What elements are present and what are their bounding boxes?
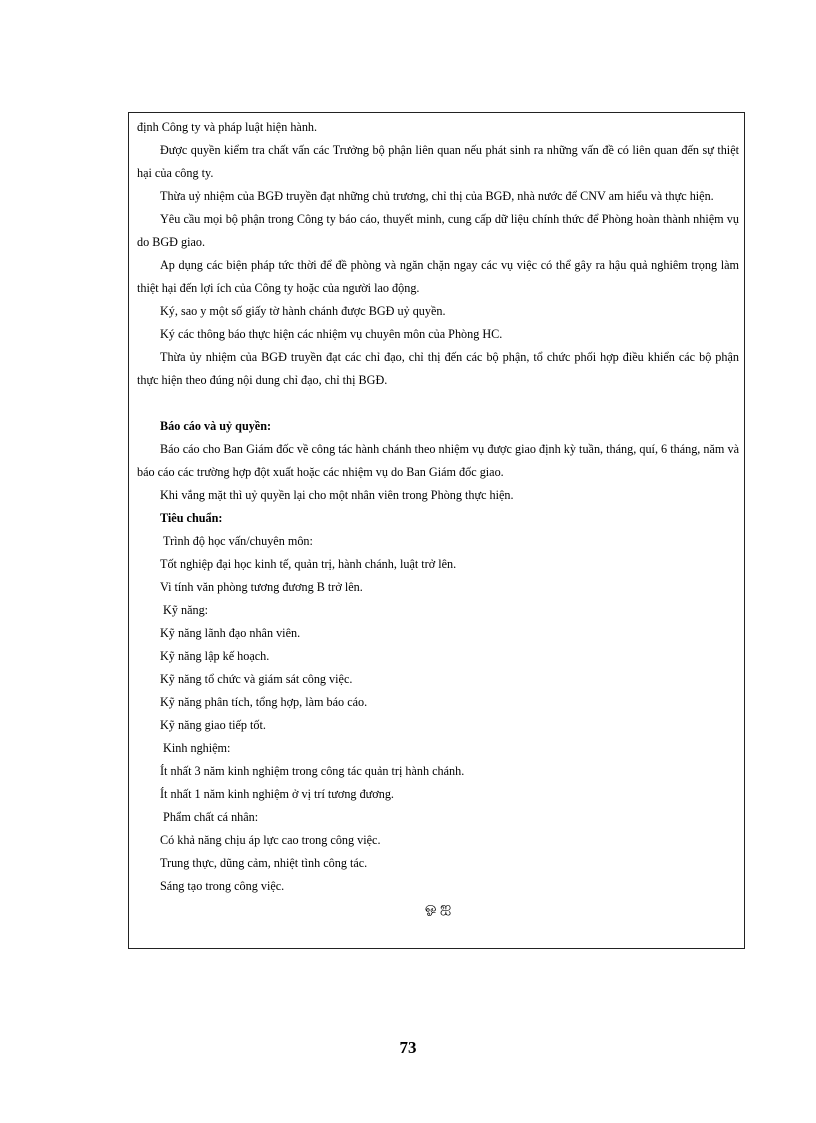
paragraph: Thừa ủy nhiệm của BGĐ truyền đạt các chỉ đạo, chỉ thị đến các bộ phận, tổ chức phối hợp điều khiển các bộ phận thực hiện theo đúng nội dung chỉ đạo, chỉ thị BGĐ.	[137, 350, 739, 387]
paragraph: Yêu cầu mọi bộ phận trong Công ty báo cáo, thuyết minh, cung cấp dữ liệu chính thức để Phòng hoàn thành nhiệm vụ do BGĐ giao.	[137, 212, 739, 249]
education-label: Trình độ học vấn/chuyên môn:	[163, 534, 313, 548]
paragraph: Ký các thông báo thực hiện các nhiệm vụ chuyên môn của Phòng HC.	[160, 327, 503, 341]
page-number: 73	[399, 1038, 417, 1057]
list-item: Kỹ năng phân tích, tổng hợp, làm báo cáo.	[160, 695, 368, 709]
ornament-divider: ஓ ஐ	[424, 901, 452, 916]
content-frame	[128, 112, 745, 949]
list-item: Tốt nghiệp đại học kinh tế, quản trị, hành chánh, luật trở lên.	[160, 557, 457, 571]
skills-label: Kỹ năng:	[163, 603, 209, 617]
list-item: Kỹ năng giao tiếp tốt.	[160, 718, 266, 732]
paragraph: Báo cáo cho Ban Giám đốc về công tác hành chánh theo nhiệm vụ được giao định kỳ tuần, tháng, quí, 6 tháng, năm và báo cáo các trường hợp đột xuất hoặc các nhiệm vụ do Ban Giám đốc giao.	[137, 442, 739, 479]
list-item: Kỹ năng lãnh đạo nhân viên.	[160, 626, 301, 640]
document-body	[137, 116, 739, 919]
paragraph: Được quyền kiểm tra chất vấn các Trưởng bộ phận liên quan nếu phát sinh ra những vấn đề có liên quan đến sự thiệt hại của công ty.	[137, 143, 739, 180]
list-item: Sáng tạo trong công việc.	[160, 879, 285, 893]
spacer	[137, 392, 739, 415]
report-heading: Báo cáo và uỷ quyền:	[160, 419, 272, 433]
list-item: Vi tính văn phòng tương đương B trở lên.	[160, 580, 363, 594]
paragraph: Thừa uỷ nhiệm của BGĐ truyền đạt những chủ trương, chỉ thị của BGĐ, nhà nước để CNV am hiểu và thực hiện.	[160, 189, 714, 203]
paragraph: Khi vắng mặt thì uỷ quyền lại cho một nhân viên trong Phòng thực hiện.	[160, 488, 514, 502]
list-item: Trung thực, dũng cảm, nhiệt tình công tác.	[160, 856, 368, 870]
paragraph: Ký, sao y một số giấy tờ hành chánh được BGĐ uỷ quyền.	[160, 304, 446, 318]
list-item: Kỹ năng lập kế hoạch.	[160, 649, 270, 663]
standards-heading: Tiêu chuẩn:	[160, 511, 223, 525]
list-item: Có khả năng chịu áp lực cao trong công việc.	[160, 833, 381, 847]
list-item: Kỹ năng tổ chức và giám sát công việc.	[160, 672, 353, 686]
paragraph: Ap dụng các biện pháp tức thời để đề phòng và ngăn chặn ngay các vụ việc có thể gây ra hậu quả nghiêm trọng làm thiệt hại đến lợi ích của Công ty hoặc của người lao động.	[137, 258, 739, 295]
list-item: Ít nhất 3 năm kinh nghiệm trong công tác quản trị hành chánh.	[160, 764, 465, 778]
personal-label: Phẩm chất cá nhân:	[163, 810, 259, 824]
list-item: Ít nhất 1 năm kinh nghiệm ở vị trí tương đương.	[160, 787, 394, 801]
experience-label: Kinh nghiệm:	[163, 741, 231, 755]
paragraph: định Công ty và pháp luật hiện hành.	[137, 120, 318, 134]
